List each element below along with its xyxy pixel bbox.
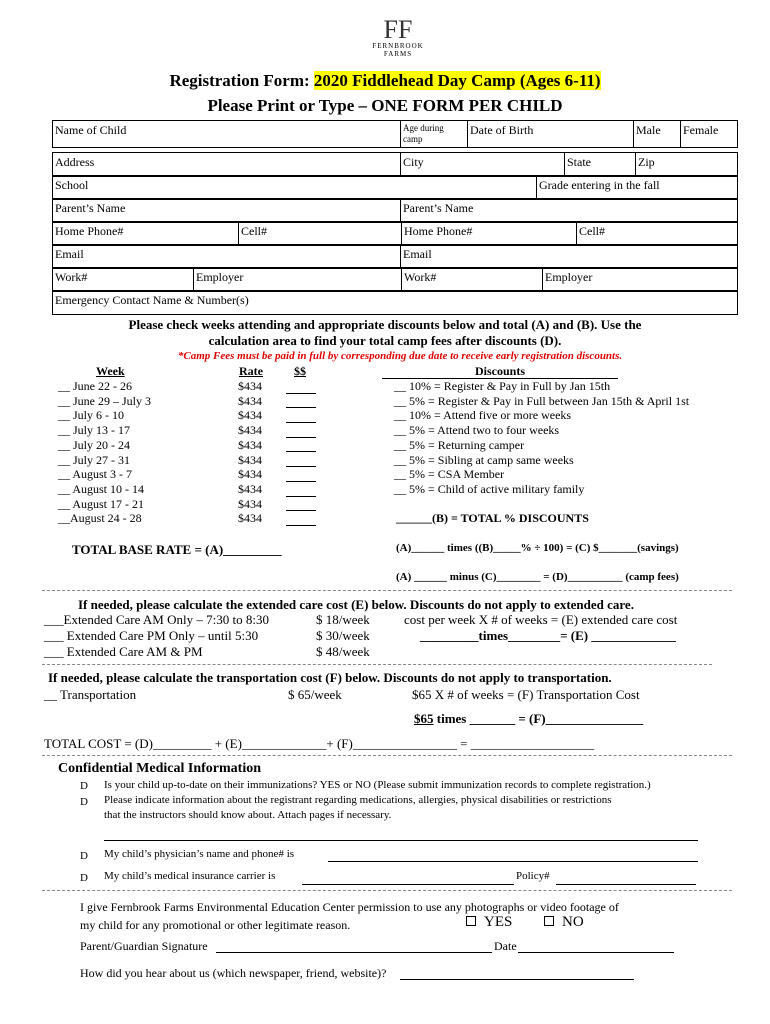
discount-option[interactable]: __ 5% = Sibling at camp same weeks [394,452,574,467]
logo-name: FERNBROOK FARMS [372,42,424,58]
week-rates [238,379,278,526]
divider-2 [42,664,712,665]
city-label: City [403,155,424,169]
insurance-question: My child’s medical insurance carrier is [104,870,276,882]
emails-table [52,244,738,269]
week-rate: $434 [238,437,262,452]
policy-line[interactable] [556,884,696,885]
parent-name-2-field[interactable] [401,199,738,223]
email-1-label: Email [55,247,84,261]
total-cost-formula: TOTAL COST = (D)_________ + (E)_____________+ (F)________________ = ___________________ [44,736,595,751]
male-field[interactable] [634,121,681,148]
registration-table [52,120,738,148]
discount-option[interactable]: __ 5% = Register & Pay in Full between Jan 15th & April 1st [394,393,690,408]
cell-2-label: Cell# [579,224,605,238]
medical-info-question-2: that the instructors should know about. Attach pages if necessary. [104,809,392,821]
city-field[interactable] [401,153,565,177]
discount-option[interactable]: __ 5% = Child of active military family [394,481,585,496]
grade-label: Grade entering in the fall [539,178,660,192]
total-discounts: ______(B) = TOTAL % DISCOUNTS [396,511,589,525]
cell-1-field[interactable] [239,222,402,246]
week-rate: $434 [238,408,262,423]
email-2-field[interactable] [401,245,738,269]
payment-warning: *Camp Fees must be paid in full by corresponding due date to receive early registration discounts. [177,350,623,362]
transport-amount: $65 [414,711,434,726]
week-rate: $434 [238,423,262,438]
email-2-label: Email [403,247,432,261]
total-base-rate: TOTAL BASE RATE = (A)_________ [72,542,282,557]
bullet-2: D [80,796,88,808]
address-field[interactable] [53,153,401,177]
emergency-label: Emergency Contact Name & Number(s) [55,293,249,307]
week-rate: $434 [238,393,262,408]
parents-table [52,198,738,223]
home-phone-2-field[interactable] [402,222,577,246]
extended-care-prices [316,612,370,660]
work-2-field[interactable] [402,268,543,292]
week-option[interactable]: __ July 20 - 24 [58,437,130,452]
discount-option[interactable]: __ 10% = Register & Pay in Full by Jan 15th [394,379,611,393]
male-label: Male [636,123,661,137]
transport-option: __ Transportation [44,687,137,702]
week-rate: $434 [238,467,262,482]
week-rate: $434 [238,481,262,496]
extended-formula-2: _________times________= (E) _____________ [420,628,676,643]
no-checkbox[interactable] [544,916,554,926]
address-table [52,152,738,177]
discount-option[interactable]: __ 5% = Returning camper [394,437,525,452]
signature-label: Parent/Guardian Signature [80,939,208,953]
extended-care-options [44,612,269,660]
address-label: Address [55,155,95,169]
date-label: Date [494,939,517,953]
week-amount-blank[interactable] [286,511,316,526]
fernbrook-logo [368,15,428,66]
policy-label: Policy# [516,870,550,882]
medical-info-line[interactable] [104,840,698,841]
home-phone-2-label: Home Phone# [404,224,473,238]
extended-care-price: $ 48/week [316,644,370,659]
transport-formula-2 [414,711,643,727]
discount-option[interactable]: __ 5% = Attend two to four weeks [394,423,560,438]
form-subtitle: Please Print or Type – ONE FORM PER CHILD [207,96,563,115]
bullet-1: D [80,780,88,792]
week-amounts [286,379,316,526]
employer-2-label: Employer [545,270,593,284]
savings-formula: (A)______ times ((B)_____% ÷ 100) = (C) $_______(savings) [396,542,679,554]
weeks-header: Week [96,364,125,378]
female-label: Female [683,123,719,137]
parent-name-1-label: Parent’s Name [55,201,126,215]
parent-name-1-field[interactable] [53,199,401,223]
camp-fees-formula: (A) ______ minus (C)________ = (D)__________ (camp fees) [396,571,679,583]
week-rate: $434 [238,379,262,393]
week-amount-blank[interactable] [286,394,316,409]
week-option[interactable]: __ August 17 - 21 [58,496,145,511]
physician-question: My child’s physician’s name and phone# is [104,848,295,860]
date-line[interactable] [518,952,674,953]
medical-title: Confidential Medical Information [58,761,261,776]
immunization-question: Is your child up-to-date on their immunizations? YES or NO (Please submit immunization records to complete registration.) [104,779,651,791]
week-amount-blank[interactable] [286,438,316,453]
work-2-label: Work# [404,270,437,284]
employer-2-field[interactable] [543,268,738,292]
bullet-3: D [80,850,88,862]
extended-care-price: $ 18/week [316,612,370,627]
state-field[interactable] [565,153,636,177]
week-rate: $434 [238,511,262,526]
discounts-header: Discounts [382,364,618,379]
child-name-field[interactable] [53,121,401,148]
extended-care-title: If needed, please calculate the extended care cost (E) below. Discounts do not apply to extended care. [78,597,634,612]
school-field[interactable] [53,176,537,200]
week-option[interactable]: __ August 3 - 7 [58,467,133,482]
week-option[interactable]: __August 24 - 28 [58,511,142,526]
divider-3 [42,755,732,756]
consent-line-2: my child for any promotional or other legitimate reason. [80,918,351,932]
age-field[interactable] [401,121,468,148]
home-phone-1-field[interactable] [53,222,239,246]
title-highlight: 2020 Fiddlehead Day Camp (Ages 6-11) [313,71,601,90]
week-list [58,379,238,526]
phones-table [52,221,738,246]
no-option[interactable] [544,914,584,931]
bullet-4: D [80,872,88,884]
discount-option[interactable]: __ 5% = CSA Member [394,467,505,482]
zip-label: Zip [638,155,655,169]
referral-question: How did you hear about us (which newspaper, friend, website)? [80,966,387,980]
week-option[interactable]: __ August 10 - 14 [58,481,145,496]
referral-line[interactable] [400,979,634,980]
medical-info-question: Please indicate information about the registrant regarding medications, allergies, physical disabilities or restrictions [104,794,612,806]
week-rate: $434 [238,452,262,467]
emergency-field[interactable] [53,291,738,315]
extended-care-option[interactable]: ___ Extended Care PM Only – until 5:30 [44,628,259,643]
cell-1-label: Cell# [241,224,267,238]
insurance-line[interactable] [302,884,514,885]
zip-field[interactable] [636,153,738,177]
week-amount-blank[interactable] [286,482,316,497]
female-field[interactable] [681,121,738,148]
child-name-label: Name of Child [55,123,127,137]
yes-checkbox[interactable] [466,916,476,926]
week-option[interactable]: __ July 27 - 31 [58,452,130,467]
instructions-line-2: calculation area to find your total camp fees after discounts (D). [208,333,562,348]
state-label: State [567,155,591,169]
parent-name-2-label: Parent’s Name [403,201,474,215]
extended-care-option[interactable]: ___Extended Care AM Only – 7:30 to 8:30 [44,612,269,627]
instructions-line-1: Please check weeks attending and appropriate discounts below and total (A) and (B). Use the [128,317,642,332]
week-amount-blank[interactable] [286,379,316,394]
employer-1-field[interactable] [194,268,402,292]
extended-formula-1: cost per week X # of weeks = (E) extended care cost [404,612,678,627]
no-label: NO [562,914,584,930]
extended-care-price: $ 30/week [316,628,370,643]
week-option[interactable]: __ July 6 - 10 [58,408,124,423]
school-table [52,175,738,200]
divider-4 [42,890,732,891]
week-amount-blank[interactable] [286,497,316,512]
work-table [52,267,738,292]
yes-option[interactable] [466,914,512,931]
emergency-table [52,290,738,315]
week-amount-blank[interactable] [286,423,316,438]
cell-2-field[interactable] [577,222,738,246]
amount-header: $$ [294,364,306,378]
grade-field[interactable] [537,176,738,200]
rate-header: Rate [239,364,263,378]
week-option[interactable]: __ June 22 - 26 [58,379,132,393]
dob-label: Date of Birth [470,123,534,137]
age-label: Age during camp [403,123,444,144]
extended-care-option[interactable]: ___ Extended Care AM & PM [44,644,203,659]
divider-1 [42,590,732,591]
work-1-field[interactable] [53,268,194,292]
week-option[interactable]: __ July 13 - 17 [58,423,130,438]
discount-list [394,379,734,497]
week-amount-blank[interactable] [286,467,316,482]
week-option[interactable]: __ June 29 – July 3 [58,393,151,408]
title-prefix: Registration Form: [169,71,314,90]
signature-line[interactable] [216,952,492,953]
work-1-label: Work# [55,270,88,284]
physician-line[interactable] [328,861,698,862]
logo-mark: FF [383,15,413,44]
week-amount-blank[interactable] [286,408,316,423]
consent-line-1: I give Fernbrook Farms Environmental Education Center permission to use any photographs or video footage of [80,900,619,914]
transport-price: $ 65/week [288,687,342,702]
form-title [0,71,770,91]
employer-1-label: Employer [196,270,244,284]
week-amount-blank[interactable] [286,452,316,467]
transport-formula-rest: times _______ = (F)_______________ [433,711,644,726]
transport-formula-1: $65 X # of weeks = (F) Transportation Cost [412,687,640,702]
school-label: School [55,178,89,192]
transport-title: If needed, please calculate the transportation cost (F) below. Discounts do not apply to transportation. [48,670,612,685]
email-1-field[interactable] [53,245,401,269]
home-phone-1-label: Home Phone# [55,224,124,238]
discount-option[interactable]: __ 10% = Attend five or more weeks [394,408,572,423]
week-rate: $434 [238,496,262,511]
dob-field[interactable] [468,121,634,148]
yes-label: YES [484,914,513,930]
